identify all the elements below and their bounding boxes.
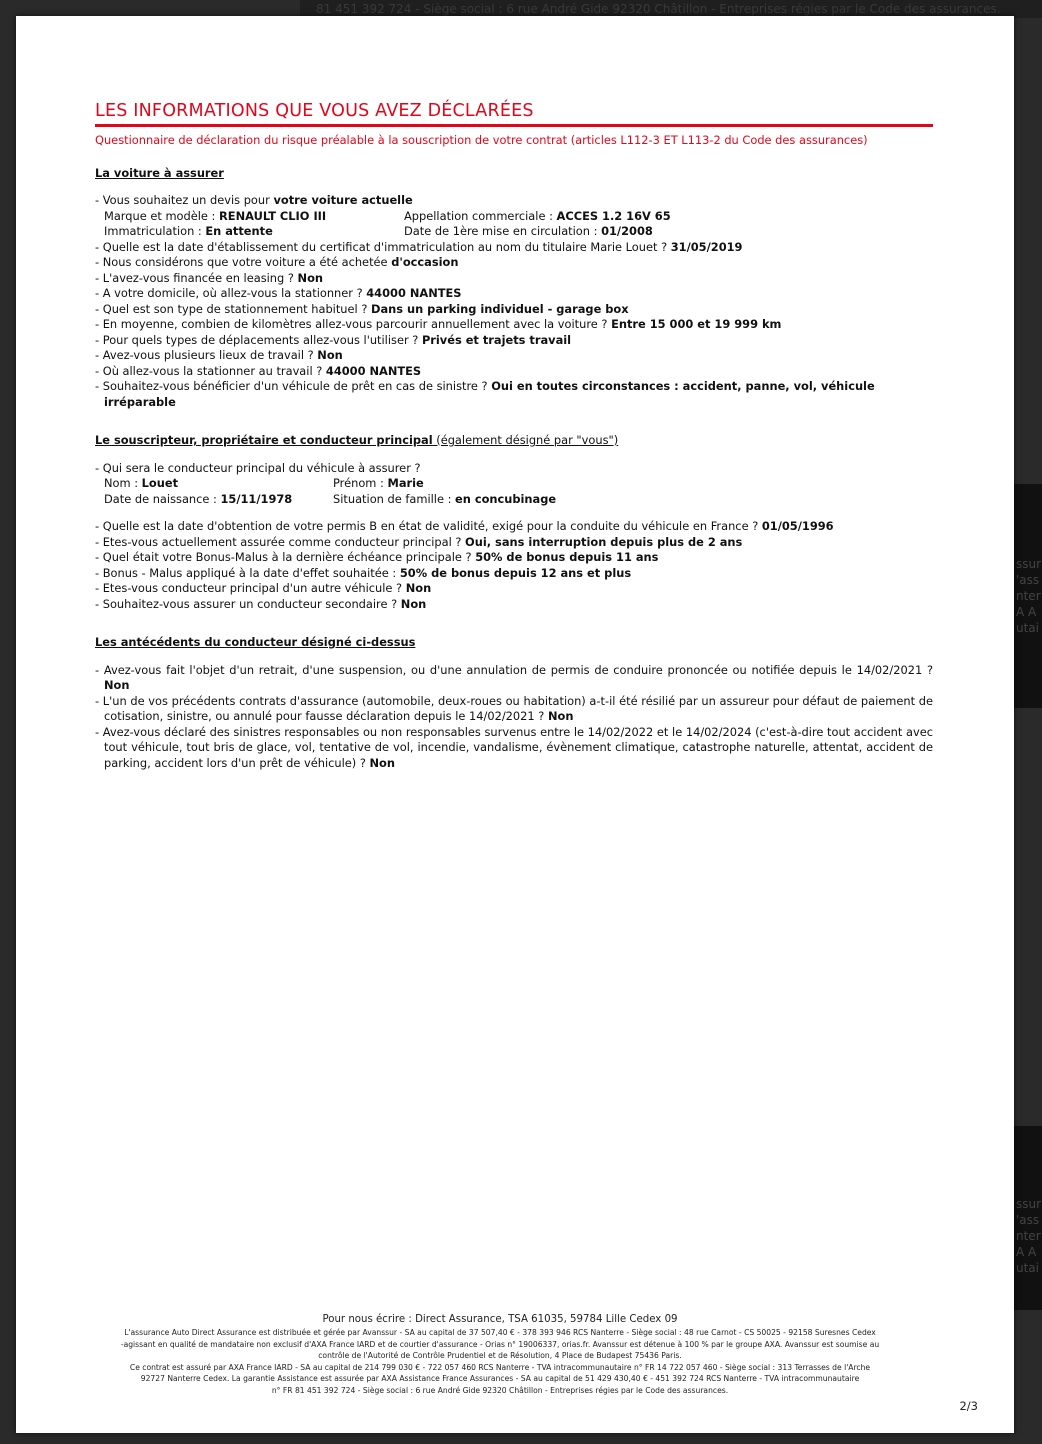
question-main-driver: - Qui sera le conducteur principal du véhicule à assurer ? [95,460,421,475]
background-strip-text: 81 451 392 724 - Siège social : 6 rue André Gide 92320 Châtillon - Entreprises régies par le Code des assurances. [316,2,1001,16]
question-workplaces: - Avez-vous plusieurs lieux de travail ? Non [95,348,343,362]
vehicle-trade-name-value: ACCES 1.2 16V 65 [556,208,671,223]
page-title: LES INFORMATIONS QUE VOUS AVEZ DÉCLARÉES [95,101,534,121]
question-annual-km: - En moyenne, combien de kilomètres allez-vous parcourir annuellement avec la voiture ? Entre 15 000 et 19 999 km [95,317,782,331]
question-devis: - Vous souhaitez un devis pour votre voiture actuelle [95,193,413,207]
vehicle-model-value: RENAULT CLIO III [219,208,327,223]
section-heading-history: Les antécédents du conducteur désigné ci-dessus [95,635,416,649]
page-subtitle: Questionnaire de déclaration du risque préalable à la souscription de votre contrat (articles L112-3 ET L113-2 du Code des assurances) [95,133,868,147]
footer-legal-line: -agissant en qualité de mandataire non exclusif d'AXA France IARD et de courtier d'assurance - Orias n° 19006337, orias.fr. Avanssur est détenue à 100 % par le groupe AXA. Avanssur est soumise au [120,1339,880,1349]
question-contract-termination: - L'un de vos précédents contrats d'assurance (automobile, deux-roues ou habitation) a-t-il été résilié par un assureur pour défaut de paiement de cotisation, sinistre, ou annulé pour fausse déclaration depuis le 14/02/2021 ? Non [95,693,933,723]
question-other-vehicle: - Etes-vous conducteur principal d'un autre véhicule ? Non [95,581,432,595]
question-leasing: - L'avez-vous financée en leasing ? Non [95,270,324,285]
footer-legal-line: Ce contrat est assuré par AXA France IARD - SA au capital de 214 799 030 € - 722 057 460 RCS Nanterre - TVA intracommunautaire n° FR 14 722 057 460 - Siège social : 313 Terrasses de l'Arche [129,1362,871,1372]
footer-legal-line: n° FR 81 451 392 724 - Siège social : 6 rue André Gide 92320 Châtillon - Entreprises régies par le Code des assurances. [271,1385,729,1395]
question-purchase: - Nous considérons que votre voiture a été achetée d'occasion [95,255,459,269]
background-edge-text: ssur [1016,557,1042,571]
footer-legal-line: L'assurance Auto Direct Assurance est distribuée et gérée par Avanssur - SA au capital de 37 507,40 € - 378 393 946 RCS Nanterre - Siège social : 48 rue Carnot - CS 50025 - 92158 Suresnes Cedex [124,1328,876,1337]
title-divider [95,124,933,127]
answer-devis: votre voiture actuelle [273,193,413,207]
section-heading-car: La voiture à assurer [95,165,224,180]
background-edge-text: ssur [1016,1197,1042,1211]
first-registration-date-value: 01/2008 [601,224,653,238]
document-page [16,16,1014,1433]
question-parking-type: - Quel est son type de stationnement habituel ? Dans un parking individuel - garage box [95,301,629,316]
document-content [95,100,933,771]
footer-legal-line: contrôle de l'Autorité de Contrôle Prudentiel et de Résolution, 4 Place de Budapest 75436 Paris. [318,1351,682,1360]
question-certificate-date: - Quelle est la date d'établissement du certificat d'immatriculation au nom du titulaire Marie Louet ? 31/05/2019 [95,239,743,254]
question-home-parking: - A votre domicile, où allez-vous la stationner ? 44000 NANTES [95,286,462,300]
legal-footer [60,1313,940,1396]
question-loan-vehicle: - Souhaitez-vous bénéficier d'un véhicule de prêt en cas de sinistre ? Oui en toutes circonstances : accident, panne, vol, véhicule irréparable [95,379,875,409]
background-page-edge [1014,484,1042,708]
footer-contact-address: Pour nous écrire : Direct Assurance, TSA 61035, 59784 Lille Cedex 09 [322,1314,678,1325]
background-edge-text: 'ass [1016,1213,1040,1227]
driver-last-name: Louet [141,476,179,490]
driver-birth-row: Date de naissance : 15/11/1978 Situation de famille : en concubinage [104,491,557,506]
footer-legal-line: 92727 Nanterre Cedex. La garantie Assistance est assurée par AXA Assistance France Assurances - SA au capital de 51 429 430,40 € - 451 392 724 RCS Nanterre - TVA intracommunautaire [140,1374,860,1383]
question-bonus-applied: - Bonus - Malus appliqué à la date d'effet souhaitée : 50% de bonus depuis 12 ans et plus [95,565,632,580]
question-bonus-malus: - Quel était votre Bonus-Malus à la dernière échéance principale ? 50% de bonus depuis 11 ans [95,550,659,564]
driver-family-status: en concubinage [455,491,557,506]
background-edge-text: nter [1016,589,1041,603]
background-edge-text: A A [1016,605,1037,619]
vehicle-model-row: Marque et modèle : RENAULT CLIO III Appellation commerciale : ACCES 1.2 16V 65 [104,208,671,223]
background-page-edge [1014,1126,1042,1310]
background-edge-text: utai [1016,621,1039,635]
question-claims: - Avez-vous déclaré des sinistres responsables ou non responsables survenus entre le 14/02/2022 et le 14/02/2024 (c'est-à-dire tout accident avec tout véhicule, tout bris de glace, vol, tentative de vol, incendie, vandalisme, évènement climatique, catastrophe naturelle, attentat, accident de parking, accident lors d'un prêt de véhicule) ? Non [95,724,933,770]
question-usage: - Pour quels types de déplacements allez-vous l'utiliser ? Privés et trajets travail [95,332,572,347]
question-work-parking: - Où allez-vous la stationner au travail ? 44000 NANTES [95,363,422,378]
question-license-withdrawal: - Avez-vous fait l'objet d'un retrait, d'une suspension, ou d'une annulation de permis de conduire prononcée ou notifiée depuis le 14/02/2021 ? Non [95,662,933,692]
driver-name-row: Nom : Louet Prénom : Marie [104,476,424,490]
question-currently-insured: - Etes-vous actuellement assurée comme conducteur principal ? Oui, sans interruption depuis plus de 2 ans [95,534,743,549]
background-edge-text: 'ass [1016,573,1040,587]
registration-value: En attente [205,224,273,238]
section-heading-driver: Le souscripteur, propriétaire et conducteur principal (également désigné par "vous") [95,433,619,447]
background-edge-text: nter [1016,1229,1041,1243]
question-license-date: - Quelle est la date d'obtention de votre permis B en état de validité, exigé pour la conduite du véhicule en France ? 01/05/1996 [95,519,834,533]
driver-birth-date: 15/11/1978 [220,491,293,506]
vehicle-registration-row: Immatriculation : En attente Date de 1ère mise en circulation : 01/2008 [104,224,653,238]
page-number: 2/3 [959,1399,978,1413]
background-edge-text: utai [1016,1261,1039,1275]
question-secondary-driver: - Souhaitez-vous assurer un conducteur secondaire ? Non [95,596,427,611]
background-edge-text: A A [1016,1245,1037,1259]
driver-first-name: Marie [387,476,424,490]
